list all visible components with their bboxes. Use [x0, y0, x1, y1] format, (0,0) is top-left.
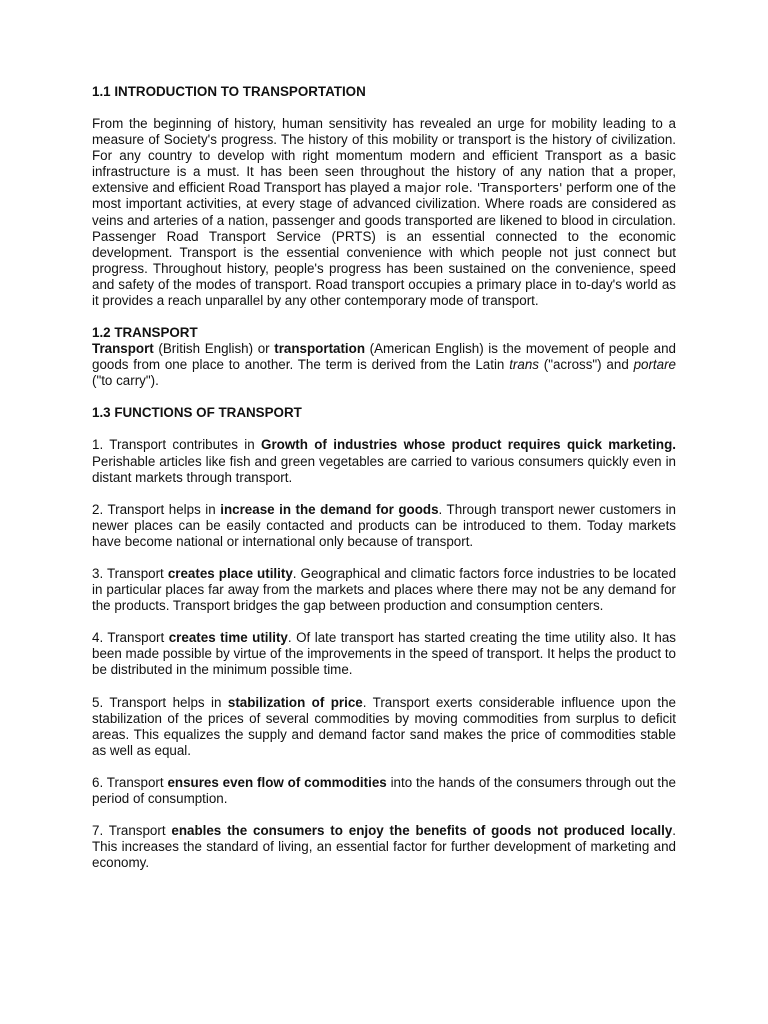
text-segment: (British English) or	[153, 341, 275, 357]
term-transport: Transport	[92, 341, 154, 357]
item-key-phrase: creates time utility	[168, 630, 288, 646]
item-body: . Geographical and climatic factors force industries to be located in particular places far away from the markets and places where there may not be any demand for the products. Transport bridges the gap between production and consumption centers.	[92, 565, 677, 614]
item-body: into the hands of the consumers through out the period of consumption.	[92, 774, 676, 806]
section-1-2-heading: 1.2 TRANSPORT	[92, 325, 198, 341]
item-key-phrase: ensures even flow of commodities	[167, 774, 387, 790]
item-key-phrase: enables the consumers to enjoy the benefits of goods not produced locally	[171, 823, 673, 839]
item-key-phrase: Growth of industries whose product requires quick marketing.	[261, 437, 676, 453]
item-body: . Of late transport has started creating the time utility also. It has been made possible by virtue of the improvements in the speed of transport. It helps the product to be distributed in the minimum possible time.	[92, 630, 677, 678]
item-prefix: 1. Transport contributes in	[92, 437, 262, 453]
text-segment: ("across") and	[538, 357, 634, 373]
section-1-3-heading: 1.3 FUNCTIONS OF TRANSPORT	[92, 405, 302, 421]
section-1-2-paragraph	[92, 341, 676, 389]
intro-text-part-2: major role. 'Transporters'	[404, 180, 563, 196]
function-item-3	[92, 566, 676, 614]
function-item-4	[92, 630, 676, 678]
item-prefix: 5. Transport helps in	[92, 694, 228, 710]
section-1-1-paragraph	[92, 116, 676, 309]
text-segment: ("to carry").	[92, 373, 159, 389]
item-prefix: 4. Transport	[92, 630, 169, 646]
item-key-phrase: creates place utility	[167, 565, 293, 581]
intro-text-part-3: perform one of the most important activities, at every stage of advanced civilization. Where roads are considered as veins and arteries of a nation, passenger and goods transported are likened to blood in circulation. Passenger Road Transport Service (PRTS) is an essential connected to the economic development. Transport is the essential convenience with which people not just connect but progress. Throughout history, people's progress has been sustained on the convenience, speed and safety of the modes of transport. Road transport occupies a primary place in to-day's world as it provides a reach unparallel by any other contemporary mode of transport.	[92, 180, 676, 309]
item-prefix: 2. Transport helps in	[92, 501, 221, 517]
item-body: . Through transport newer customers in newer places can be easily contacted and products can be introduced to them. Today markets have become national or international only because of transport.	[92, 501, 676, 549]
item-body: . This increases the standard of living, an essential factor for further development of marketing and economy.	[92, 823, 676, 871]
item-body: Perishable articles like fish and green vegetables are carried to various consumers quickly even in distant markets through transport.	[92, 453, 676, 485]
text-segment: (American English) is the movement of people and goods from one place to another. The term is derived from the Latin	[92, 341, 676, 373]
section-1-1-heading: 1.1 INTRODUCTION TO TRANSPORTATION	[92, 84, 366, 99]
item-prefix: 3. Transport	[92, 565, 168, 581]
latin-portare: portare	[633, 357, 677, 373]
function-item-5	[92, 695, 676, 759]
item-prefix: 7. Transport	[92, 823, 172, 839]
function-item-6	[92, 775, 676, 807]
item-prefix: 6. Transport	[92, 774, 168, 790]
item-body: . Transport exerts considerable influence upon the stabilization of the prices of several commodities by moving commodities from surplus to deficit areas. This equalizes the supply and demand factor sand makes the price of commodities stable as well as equal.	[92, 694, 676, 758]
term-transportation: transportation	[274, 341, 366, 357]
function-item-2	[92, 502, 676, 550]
item-key-phrase: stabilization of price	[227, 694, 363, 710]
latin-trans: trans	[509, 357, 539, 373]
intro-text-part-1: From the beginning of history, human sensitivity has revealed an urge for mobility leading to a measure of Society's progress. The history of this mobility or transport is the history of civilization. For any country to develop with right momentum modern and efficient Transport as a basic infrastructure is a must. It has been seen throughout the history of any nation that a proper, extensive and efficient Road Transport has played a	[92, 116, 676, 196]
function-item-1	[92, 437, 676, 485]
function-item-7	[92, 823, 676, 871]
item-key-phrase: increase in the demand for goods	[220, 501, 439, 517]
